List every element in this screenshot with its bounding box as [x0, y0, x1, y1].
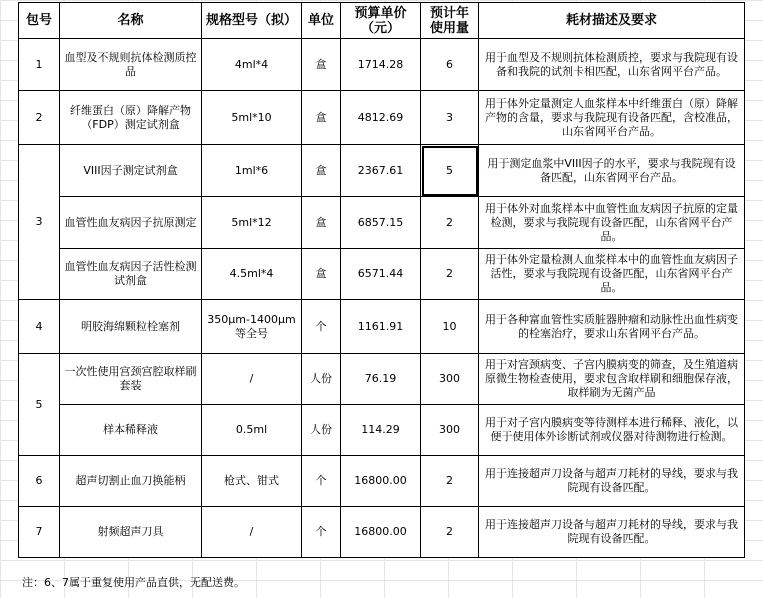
cell-usage[interactable]: 300: [421, 405, 479, 456]
table-row: [19, 456, 745, 507]
table-row: [19, 249, 745, 300]
table-row: [19, 91, 745, 145]
cell-usage[interactable]: 2: [421, 507, 479, 558]
footnote: 注：6、7属于重复使用产品直供，无配送费。: [22, 576, 245, 589]
table-row: [19, 197, 745, 249]
table-row: [19, 405, 745, 456]
cell-name[interactable]: 明胶海绵颗粒栓塞剂: [60, 300, 202, 354]
cell-name[interactable]: 血管性血友病因子抗原测定: [60, 197, 202, 249]
cell-spec[interactable]: 4ml*4: [202, 39, 302, 91]
cell-name[interactable]: 样本稀释液: [60, 405, 202, 456]
cell-name[interactable]: 超声切割止血刀换能柄: [60, 456, 202, 507]
cell-name[interactable]: 血管性血友病因子活性检测试剂盒: [60, 249, 202, 300]
cell-name[interactable]: 纤维蛋白（原）降解产物（FDP）测定试剂盒: [60, 91, 202, 145]
cell-price[interactable]: 16800.00: [341, 456, 421, 507]
cell-price[interactable]: 2367.61: [341, 145, 421, 197]
cell-price[interactable]: 76.19: [341, 354, 421, 405]
cell-price[interactable]: 6857.15: [341, 197, 421, 249]
cell-spec[interactable]: 0.5ml: [202, 405, 302, 456]
header-row: [19, 3, 745, 39]
cell-spec[interactable]: /: [202, 354, 302, 405]
cell-name[interactable]: 射频超声刀具: [60, 507, 202, 558]
consumables-table: [18, 2, 745, 558]
cell-desc[interactable]: 用于对子宫内膜病变等待测样本进行稀释、液化，以便于使用体外诊断试剂或仪器对待测物进行检测。: [479, 405, 745, 456]
cell-pkg[interactable]: 5: [19, 354, 60, 456]
cell-unit[interactable]: 个: [302, 507, 341, 558]
cell-desc[interactable]: 用于测定血浆中VIII因子的水平，要求与我院现有设备匹配，山东省网平台产品。: [479, 145, 745, 197]
cell-desc[interactable]: 用于体外定量检测人血浆样本中的血管性血友病因子活性，要求与我院现有设备匹配，山东省网平台产品。: [479, 249, 745, 300]
cell-unit[interactable]: 个: [302, 300, 341, 354]
cell-pkg[interactable]: 3: [19, 145, 60, 300]
table-row: [19, 300, 745, 354]
cell-unit[interactable]: 人份: [302, 405, 341, 456]
cell-desc[interactable]: 用于连接超声刀设备与超声刀耗材的导线，要求与我院现有设备匹配。: [479, 507, 745, 558]
cell-spec[interactable]: 5ml*12: [202, 197, 302, 249]
cell-usage[interactable]: 2: [421, 197, 479, 249]
cell-unit[interactable]: 盒: [302, 91, 341, 145]
table-row: [19, 507, 745, 558]
cell-name[interactable]: 血型及不规则抗体检测质控品: [60, 39, 202, 91]
cell-price[interactable]: 1161.91: [341, 300, 421, 354]
header-usage: 预计年使用量: [421, 3, 479, 39]
cell-pkg[interactable]: 7: [19, 507, 60, 558]
cell-price[interactable]: 16800.00: [341, 507, 421, 558]
cell-usage[interactable]: 6: [421, 39, 479, 91]
cell-usage[interactable]: 2: [421, 456, 479, 507]
cell-unit[interactable]: 盒: [302, 145, 341, 197]
header-pkg: 包号: [19, 3, 60, 39]
cell-price[interactable]: 1714.28: [341, 39, 421, 91]
cell-price[interactable]: 6571.44: [341, 249, 421, 300]
table-row: [19, 145, 745, 197]
cell-spec[interactable]: 1ml*6: [202, 145, 302, 197]
cell-usage[interactable]: 3: [421, 91, 479, 145]
cell-spec[interactable]: /: [202, 507, 302, 558]
cell-price[interactable]: 4812.69: [341, 91, 421, 145]
cell-spec[interactable]: 4.5ml*4: [202, 249, 302, 300]
table-row: [19, 39, 745, 91]
cell-pkg[interactable]: 6: [19, 456, 60, 507]
header-spec: 规格型号（拟）: [202, 3, 302, 39]
cell-desc[interactable]: 用于血型及不规则抗体检测质控，要求与我院现有设备和我院的试剂卡相匹配，山东省网平台产品。: [479, 39, 745, 91]
cell-unit[interactable]: 个: [302, 456, 341, 507]
header-price: 预算单价（元）: [341, 3, 421, 39]
cell-spec[interactable]: 350μm-1400μm等全号: [202, 300, 302, 354]
header-name: 名称: [60, 3, 202, 39]
cell-pkg[interactable]: 2: [19, 91, 60, 145]
cell-usage[interactable]: 10: [421, 300, 479, 354]
cell-unit[interactable]: 人份: [302, 354, 341, 405]
cell-unit[interactable]: 盒: [302, 249, 341, 300]
cell-spec[interactable]: 枪式、钳式: [202, 456, 302, 507]
cell-unit[interactable]: 盒: [302, 197, 341, 249]
cell-desc[interactable]: 用于体外对血浆样本中血管性血友病因子抗原的定量检测，要求与我院现有设备匹配，山东省网平台产品。: [479, 197, 745, 249]
header-desc: 耗材描述及要求: [479, 3, 745, 39]
cell-desc[interactable]: 用于体外定量测定人血浆样本中纤维蛋白（原）降解产物的含量，要求与我院现有设备匹配，含校准品，山东省网平台产品。: [479, 91, 745, 145]
cell-desc[interactable]: 用于对宫颈病变、子宫内膜病变的筛查，及生殖道病原微生物检查使用，要求包含取样刷和细胞保存液，取样刷为无菌产品: [479, 354, 745, 405]
cell-name[interactable]: 一次性使用宫颈宫腔取样刷套装: [60, 354, 202, 405]
cell-desc[interactable]: 用于连接超声刀设备与超声刀耗材的导线，要求与我院现有设备匹配。: [479, 456, 745, 507]
cell-spec[interactable]: 5ml*10: [202, 91, 302, 145]
cell-usage[interactable]: 300: [421, 354, 479, 405]
cell-usage[interactable]: 2: [421, 249, 479, 300]
table-row: [19, 354, 745, 405]
cell-unit[interactable]: 盒: [302, 39, 341, 91]
cell-usage-selected[interactable]: 5: [421, 145, 479, 197]
cell-price[interactable]: 114.29: [341, 405, 421, 456]
cell-name[interactable]: VIII因子测定试剂盒: [60, 145, 202, 197]
cell-pkg[interactable]: 1: [19, 39, 60, 91]
cell-pkg[interactable]: 4: [19, 300, 60, 354]
header-unit: 单位: [302, 3, 341, 39]
cell-desc[interactable]: 用于各种富血管性实质脏器肿瘤和动脉性出血性病变的栓塞治疗，要求山东省网平台产品。: [479, 300, 745, 354]
